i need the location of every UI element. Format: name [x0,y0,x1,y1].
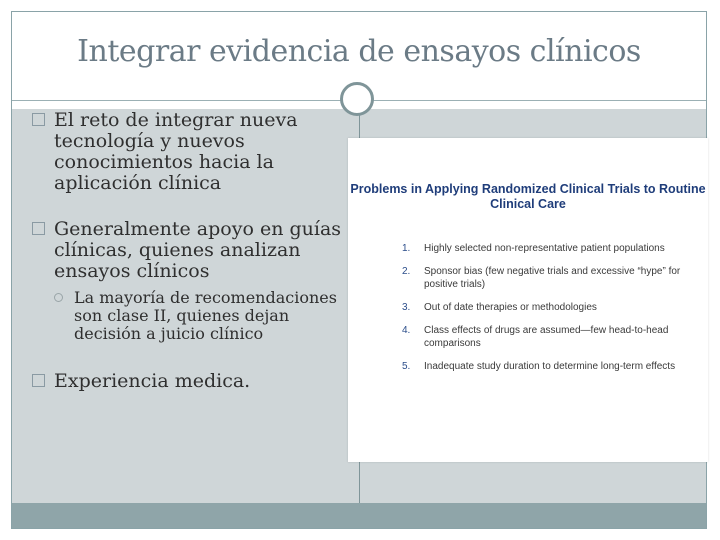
figure-list-text: Out of date therapies or methodologies [424,302,597,313]
bullet-item [32,110,352,194]
figure-list-item [402,242,702,255]
footer-bar [12,503,706,528]
figure-list-item [402,301,702,314]
sub-bullet-text: La mayoría de recomendaciones son clase II, quienes dejan decisión a juicio clínico [74,288,337,343]
figure-list-number: 5. [402,361,411,372]
figure-list-number: 3. [402,302,411,313]
figure-panel [348,138,708,462]
bullet-item [32,219,352,282]
figure-list-item [402,360,702,373]
figure-list-number: 4. [402,325,411,336]
figure-list-text: Class effects of drugs are assumed—few head-to-head comparisons [424,325,669,349]
bullet-text: Generalmente apoyo en guías clínicas, quienes analizan ensayos clínicos [54,218,342,282]
figure-list [402,242,702,383]
figure-title: Problems in Applying Randomized Clinical Trials to Routine Clinical Care [350,182,706,211]
checkbox-bullet-icon [32,222,45,235]
figure-list-item [402,265,702,291]
slide-title: Integrar evidencia de ensayos clínicos [77,34,641,69]
figure-list-text: Inadequate study duration to determine long-term effects [424,361,676,372]
bullet-text: Experiencia medica. [54,370,251,392]
bullet-text: El reto de integrar nueva tecnología y nuevos conocimientos hacia la aplicación clínica [54,109,298,194]
sub-bullet-item [32,289,352,343]
figure-list-item [402,324,702,350]
bullet-item [32,371,352,392]
figure-list-text: Highly selected non-representative patient populations [424,243,665,254]
checkbox-bullet-icon [32,374,45,387]
checkbox-bullet-icon [32,113,45,126]
figure-list-number: 1. [402,243,411,254]
bullet-list [32,110,352,417]
ring-bullet-icon [54,293,63,302]
figure-list-number: 2. [402,266,411,277]
figure-list-text: Sponsor bias (few negative trials and excessive “hype” for positive trials) [424,266,681,290]
